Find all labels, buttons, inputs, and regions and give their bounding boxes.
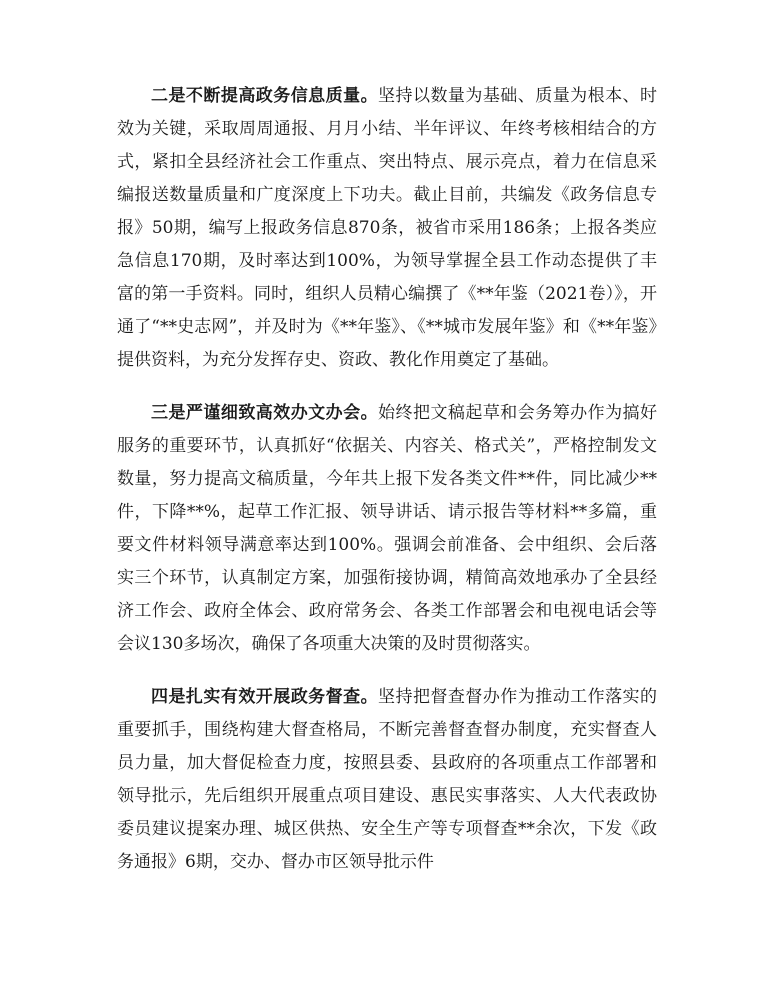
paragraph-text: 坚持把督查督办作为推动工作落实的重要抓手，围绕构建大督查格局，不断完善督查督办制度，充实督查人员力量，加大督促检查力度，按照县委、县政府的各项重点工作部署和领导批示，先后组织开展重点项目建设、惠民实事落实、人大代表政协委员建议提案办理、城区供热、安全生产等专项督查**余次，下发《政务通报》6期，交办、督办市区领导批示件: [117, 687, 658, 872]
paragraph-lead: 四是扎实有效开展政务督查。: [151, 687, 379, 707]
paragraph-text: 坚持以数量为基础、质量为根本、时效为关键，采取周周通报、月月小结、半年评议、年终考核相结合的方式，紧扣全县经济社会工作重点、突出特点、展示亮点，着力在信息采编报送数量质量和广度深度上下功夫。截止目前，共编发《政务信息专报》50期，编写上报政务信息870条，被省市采用186条；上报各类应急信息170期，及时率达到100%，为领导掌握全县工作动态提供了丰富的第一手资料。同时，组织人员精心编撰了《**年鉴（2021卷）》，开通了“**史志网”，并及时为《**年鉴》、《**城市发展年鉴》和《**年鉴》提供资料，为充分发挥存史、资政、教化作用奠定了基础。: [117, 86, 658, 370]
paragraph-text: 始终把文稿起草和会务筹办作为搞好服务的重要环节，认真抓好“依据关、内容关、格式关”，严格控制发文数量，努力提高文稿质量，今年共上报下发各类文件**件，同比减少**件，下降**%，起草工作汇报、领导讲话、请示报告等材料**多篇，重要文件材料领导满意率达到100%。强调会前准备、会中组织、会后落实三个环节，认真制定方案，加强衔接协调，精简高效地承办了全县经济工作会、政府全体会、政府常务会、各类工作部署会和电视电话会等会议130多场次，确保了各项重大决策的及时贯彻落实。: [117, 403, 658, 654]
paragraph-government-supervision: [117, 681, 657, 879]
document-body: [117, 80, 657, 899]
paragraph-lead: 二是不断提高政务信息质量。: [151, 86, 379, 106]
paragraph-document-meeting: [117, 397, 657, 661]
paragraph-lead: 三是严谨细致高效办文办会。: [151, 403, 379, 423]
paragraph-information-quality: [117, 80, 657, 377]
